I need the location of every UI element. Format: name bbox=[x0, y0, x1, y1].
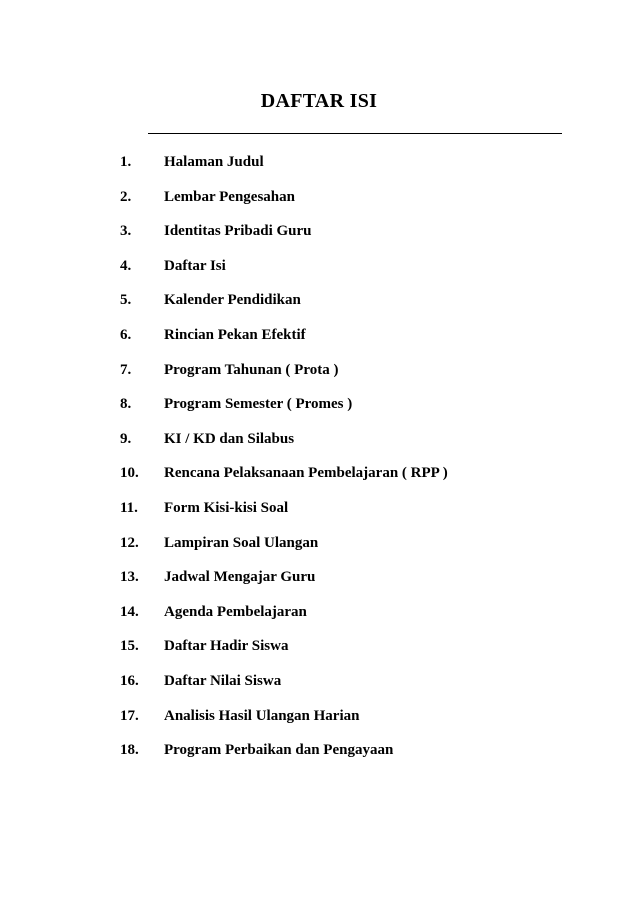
toc-item-label: Lembar Pengesahan bbox=[164, 188, 295, 205]
toc-item bbox=[120, 708, 448, 743]
toc-item bbox=[120, 223, 448, 258]
toc-item bbox=[120, 189, 448, 224]
toc-item-number: 10. bbox=[120, 465, 139, 482]
toc-item-number: 15. bbox=[120, 638, 139, 655]
toc-item-number: 17. bbox=[120, 707, 139, 724]
toc-item-number: 9. bbox=[120, 430, 132, 447]
toc-item-label: Daftar Isi bbox=[164, 257, 226, 274]
toc-item-number: 5. bbox=[120, 292, 132, 309]
title-divider bbox=[148, 133, 562, 134]
toc-item-label: Analisis Hasil Ulangan Harian bbox=[164, 707, 360, 724]
toc-item-number: 1. bbox=[120, 154, 132, 170]
toc-item bbox=[120, 154, 448, 189]
toc-item-number: 16. bbox=[120, 672, 139, 689]
toc-item-number: 2. bbox=[120, 188, 132, 205]
toc-item bbox=[120, 292, 448, 327]
toc-item-label: Jadwal Mengajar Guru bbox=[164, 569, 316, 586]
toc-item bbox=[120, 742, 448, 777]
toc-item bbox=[120, 500, 448, 535]
toc-item bbox=[120, 465, 448, 500]
toc-item-label: KI / KD dan Silabus bbox=[164, 430, 295, 447]
toc-item bbox=[120, 638, 448, 673]
toc-item-number: 6. bbox=[120, 326, 132, 343]
toc-item-number: 18. bbox=[120, 742, 139, 759]
toc-item-label: Daftar Hadir Siswa bbox=[164, 638, 289, 655]
toc-item-label: Program Semester ( Promes ) bbox=[164, 396, 353, 413]
toc-item-number: 3. bbox=[120, 223, 132, 240]
toc-item-label: Kalender Pendidikan bbox=[164, 292, 301, 309]
toc-item bbox=[120, 396, 448, 431]
toc-item-label: Lampiran Soal Ulangan bbox=[164, 534, 319, 551]
page-title: DAFTAR ISI bbox=[260, 90, 378, 112]
toc-item bbox=[120, 569, 448, 604]
toc-item-label: Form Kisi-kisi Soal bbox=[164, 499, 289, 516]
toc-item bbox=[120, 258, 448, 293]
toc-item-label: Program Tahunan ( Prota ) bbox=[164, 361, 339, 378]
table-of-contents bbox=[120, 154, 448, 777]
toc-item bbox=[120, 327, 448, 362]
toc-item-label: Daftar Nilai Siswa bbox=[164, 672, 282, 689]
toc-item-label: Identitas Pribadi Guru bbox=[164, 223, 312, 240]
toc-item-number: 14. bbox=[120, 603, 139, 620]
toc-item-number: 11. bbox=[120, 499, 138, 516]
toc-item-number: 8. bbox=[120, 396, 132, 413]
toc-item-label: Rencana Pelaksanaan Pembelajaran ( RPP ) bbox=[164, 465, 448, 482]
toc-item bbox=[120, 362, 448, 397]
toc-item bbox=[120, 604, 448, 639]
toc-item-label: Halaman Judul bbox=[164, 154, 264, 170]
toc-item-number: 4. bbox=[120, 257, 132, 274]
toc-item-number: 13. bbox=[120, 569, 139, 586]
toc-item-number: 12. bbox=[120, 534, 139, 551]
toc-item-label: Program Perbaikan dan Pengayaan bbox=[164, 742, 394, 759]
toc-item bbox=[120, 431, 448, 466]
toc-item-number: 7. bbox=[120, 361, 132, 378]
toc-item-label: Rincian Pekan Efektif bbox=[164, 326, 306, 343]
toc-item bbox=[120, 535, 448, 570]
toc-item-label: Agenda Pembelajaran bbox=[164, 603, 307, 620]
toc-item bbox=[120, 673, 448, 708]
